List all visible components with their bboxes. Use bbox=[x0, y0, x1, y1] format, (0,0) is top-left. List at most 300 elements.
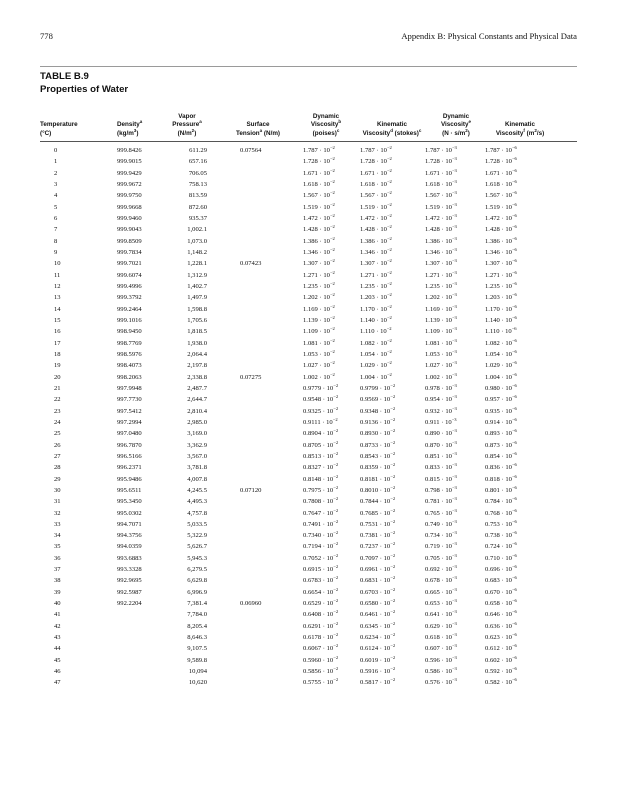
cell-vapor-pressure: 5,033.5 bbox=[187, 520, 207, 528]
cell-kinematic-viscosity-si: $0.724 \cdot 10^{-6}$ bbox=[485, 541, 517, 551]
cell-dynamic-viscosity-poises: $0.9111 \cdot 10^{-2}$ bbox=[303, 416, 338, 426]
cell-dynamic-viscosity-poises: $1.027 \cdot 10^{-2}$ bbox=[303, 360, 335, 370]
cell-temperature: 23 bbox=[54, 407, 61, 415]
table-row bbox=[0, 609, 617, 620]
cell-dynamic-viscosity-poises: $1.472 \cdot 10^{-2}$ bbox=[303, 212, 335, 222]
cell-dynamic-viscosity-si: $1.567 \cdot 10^{-3}$ bbox=[425, 190, 457, 200]
cell-vapor-pressure: 9,107.5 bbox=[187, 645, 207, 653]
cell-kinematic-viscosity-stokes: $0.6124 \cdot 10^{-2}$ bbox=[360, 643, 396, 653]
cell-kinematic-viscosity-si: $0.696 \cdot 10^{-6}$ bbox=[485, 563, 517, 574]
table-row bbox=[0, 496, 617, 507]
cell-dynamic-viscosity-poises: $0.6408 \cdot 10^{-2}$ bbox=[303, 609, 339, 619]
cell-dynamic-viscosity-poises: $0.9325 \cdot 10^{-2}$ bbox=[303, 405, 339, 415]
cell-kinematic-viscosity-stokes: $0.7097 \cdot 10^{-2}$ bbox=[360, 552, 396, 562]
cell-kinematic-viscosity-si: $1.346 \cdot 10^{-6}$ bbox=[485, 246, 517, 256]
header-vapor-line0: Vapor bbox=[178, 112, 196, 120]
cell-dynamic-viscosity-poises: $1.169 \cdot 10^{-2}$ bbox=[303, 303, 335, 313]
cell-dynamic-viscosity-si: $1.002 \cdot 10^{-3}$ bbox=[425, 371, 457, 381]
header-vapor-pressure bbox=[172, 113, 201, 139]
cell-temperature: 36 bbox=[54, 554, 61, 562]
cell-kinematic-viscosity-si: $0.935 \cdot 10^{-6}$ bbox=[485, 405, 517, 415]
cell-vapor-pressure: 3,781.8 bbox=[187, 464, 207, 472]
cell-dynamic-viscosity-si: $0.911 \cdot 10^{-3}$ bbox=[425, 416, 457, 426]
cell-density: 998.2063 bbox=[117, 373, 142, 381]
cell-kinematic-viscosity-stokes: $1.728 \cdot 10^{-2}$ bbox=[360, 156, 392, 166]
cell-density: 999.9460 bbox=[117, 214, 142, 222]
cell-vapor-pressure: 3,362.9 bbox=[187, 441, 207, 449]
table-row bbox=[0, 156, 617, 167]
cell-temperature: 13 bbox=[54, 294, 61, 302]
cell-dynamic-viscosity-si: $0.607 \cdot 10^{-3}$ bbox=[425, 643, 457, 653]
table-row bbox=[0, 338, 617, 349]
cell-kinematic-viscosity-stokes: $1.140 \cdot 10^{-2}$ bbox=[360, 314, 392, 324]
table-row bbox=[0, 145, 617, 156]
table-row bbox=[0, 564, 617, 575]
cell-dynamic-viscosity-si: $0.596 \cdot 10^{-3}$ bbox=[425, 654, 457, 664]
cell-kinematic-viscosity-stokes: $0.6234 \cdot 10^{-2}$ bbox=[360, 631, 396, 642]
cell-density: 994.7071 bbox=[117, 520, 142, 528]
cell-vapor-pressure: 872.60 bbox=[188, 203, 207, 211]
cell-density: 998.9450 bbox=[117, 328, 142, 336]
cell-dynamic-viscosity-poises: $1.346 \cdot 10^{-2}$ bbox=[303, 246, 335, 256]
header-dynamic-viscosity-poises bbox=[311, 113, 341, 139]
cell-dynamic-viscosity-poises: $0.8148 \cdot 10^{-2}$ bbox=[303, 473, 339, 483]
cell-temperature: 40 bbox=[54, 600, 61, 608]
cell-surface-tension: 0.07275 bbox=[240, 373, 262, 381]
table-row bbox=[0, 213, 617, 224]
table-row bbox=[0, 417, 617, 428]
cell-kinematic-viscosity-stokes: $1.346 \cdot 10^{-2}$ bbox=[360, 246, 392, 256]
cell-vapor-pressure: 706.05 bbox=[188, 169, 207, 177]
cell-temperature: 10 bbox=[54, 260, 61, 268]
cell-kinematic-viscosity-si: $1.671 \cdot 10^{-6}$ bbox=[485, 167, 517, 177]
header-kin-si-line2: Viscosity$^f$ $(m^2/s)$ bbox=[495, 128, 545, 138]
cell-dynamic-viscosity-poises: $0.9779 \cdot 10^{-2}$ bbox=[303, 382, 339, 392]
cell-dynamic-viscosity-poises: $0.5856 \cdot 10^{-2}$ bbox=[303, 665, 339, 676]
cell-dynamic-viscosity-poises: $1.202 \cdot 10^{-2}$ bbox=[303, 292, 335, 302]
cell-temperature: 20 bbox=[54, 373, 61, 381]
cell-vapor-pressure: 3,567.0 bbox=[187, 452, 207, 460]
cell-kinematic-viscosity-stokes: $1.787 \cdot 10^{-2}$ bbox=[360, 144, 392, 154]
cell-kinematic-viscosity-stokes: $0.9569 \cdot 10^{-2}$ bbox=[360, 394, 396, 404]
cell-density: 999.3792 bbox=[117, 294, 142, 302]
cell-vapor-pressure: 2,064.4 bbox=[187, 350, 207, 358]
cell-density: 998.4073 bbox=[117, 362, 142, 370]
cell-dynamic-viscosity-poises: $0.7975 \cdot 10^{-2}$ bbox=[303, 484, 339, 494]
cell-temperature: 27 bbox=[54, 452, 61, 460]
cell-surface-tension: 0.07564 bbox=[240, 147, 262, 154]
table-row bbox=[0, 428, 617, 439]
cell-kinematic-viscosity-si: $1.386 \cdot 10^{-6}$ bbox=[485, 235, 517, 245]
cell-dynamic-viscosity-poises: $1.081 \cdot 10^{-2}$ bbox=[303, 337, 335, 347]
cell-vapor-pressure: 4,495.3 bbox=[187, 498, 207, 506]
cell-temperature: 42 bbox=[54, 622, 61, 630]
cell-dynamic-viscosity-si: $0.678 \cdot 10^{-3}$ bbox=[425, 575, 457, 585]
cell-density: 997.5412 bbox=[117, 407, 142, 415]
table-body bbox=[0, 145, 617, 689]
cell-vapor-pressure: 8,646.3 bbox=[187, 634, 207, 642]
cell-temperature: 24 bbox=[54, 418, 61, 426]
cell-dynamic-viscosity-poises: $1.618 \cdot 10^{-2}$ bbox=[303, 178, 335, 188]
cell-dynamic-viscosity-si: $0.692 \cdot 10^{-3}$ bbox=[425, 563, 457, 574]
cell-density: 999.9015 bbox=[117, 158, 142, 166]
cell-kinematic-viscosity-si: $1.519 \cdot 10^{-6}$ bbox=[485, 201, 517, 211]
cell-temperature: 1 bbox=[54, 158, 58, 166]
cell-temperature: 25 bbox=[54, 430, 61, 438]
table-row bbox=[0, 474, 617, 485]
cell-dynamic-viscosity-poises: $1.671 \cdot 10^{-2}$ bbox=[303, 167, 335, 177]
cell-dynamic-viscosity-si: $0.890 \cdot 10^{-3}$ bbox=[425, 428, 457, 438]
cell-dynamic-viscosity-si: $0.851 \cdot 10^{-3}$ bbox=[425, 450, 457, 460]
cell-temperature: 18 bbox=[54, 350, 61, 358]
cell-kinematic-viscosity-stokes: $0.6961 \cdot 10^{-2}$ bbox=[360, 563, 396, 574]
cell-vapor-pressure: 3,169.0 bbox=[187, 430, 207, 438]
cell-vapor-pressure: 1,818.5 bbox=[187, 328, 207, 336]
cell-vapor-pressure: 1,002.1 bbox=[187, 226, 207, 234]
cell-dynamic-viscosity-si: $1.519 \cdot 10^{-3}$ bbox=[425, 201, 457, 211]
cell-dynamic-viscosity-poises: $1.428 \cdot 10^{-2}$ bbox=[303, 224, 335, 234]
table-row bbox=[0, 292, 617, 303]
cell-vapor-pressure: 6,279.5 bbox=[187, 566, 207, 574]
header-density bbox=[117, 121, 142, 139]
cell-temperature: 43 bbox=[54, 634, 61, 642]
header-dyn-poise-line1: Viscosity$^b$ bbox=[310, 119, 342, 129]
cell-density: 994.3756 bbox=[117, 532, 142, 540]
header-divider bbox=[40, 66, 577, 67]
cell-kinematic-viscosity-si: $1.307 \cdot 10^{-6}$ bbox=[485, 258, 517, 268]
cell-dynamic-viscosity-si: $0.749 \cdot 10^{-3}$ bbox=[425, 518, 457, 528]
cell-kinematic-viscosity-stokes: $0.9348 \cdot 10^{-2}$ bbox=[360, 405, 396, 415]
cell-kinematic-viscosity-stokes: $0.6019 \cdot 10^{-2}$ bbox=[360, 654, 396, 664]
cell-kinematic-viscosity-si: $1.235 \cdot 10^{-6}$ bbox=[485, 280, 517, 290]
cell-temperature: 41 bbox=[54, 611, 61, 619]
cell-kinematic-viscosity-stokes: $1.307 \cdot 10^{-2}$ bbox=[360, 258, 392, 268]
cell-kinematic-viscosity-si: $0.893 \cdot 10^{-6}$ bbox=[485, 428, 517, 438]
cell-dynamic-viscosity-si: $1.053 \cdot 10^{-3}$ bbox=[425, 348, 457, 358]
cell-dynamic-viscosity-si: $0.781 \cdot 10^{-3}$ bbox=[425, 495, 457, 506]
table-row bbox=[0, 440, 617, 451]
header-dyn-si-line0: Dynamic bbox=[442, 112, 470, 120]
cell-vapor-pressure: 2,197.8 bbox=[187, 362, 207, 370]
cell-density: 997.2994 bbox=[117, 418, 142, 426]
cell-kinematic-viscosity-stokes: $1.082 \cdot 10^{-2}$ bbox=[360, 337, 392, 347]
cell-kinematic-viscosity-si: $0.980 \cdot 10^{-6}$ bbox=[485, 382, 517, 392]
cell-dynamic-viscosity-poises: $0.6783 \cdot 10^{-2}$ bbox=[303, 575, 339, 585]
cell-dynamic-viscosity-poises: $0.6178 \cdot 10^{-2}$ bbox=[303, 631, 339, 642]
cell-vapor-pressure: 2,644.7 bbox=[187, 396, 207, 404]
cell-dynamic-viscosity-si: $0.653 \cdot 10^{-3}$ bbox=[425, 597, 457, 608]
cell-dynamic-viscosity-poises: $1.271 \cdot 10^{-2}$ bbox=[303, 269, 335, 279]
cell-kinematic-viscosity-stokes: $0.8733 \cdot 10^{-2}$ bbox=[360, 439, 396, 449]
cell-kinematic-viscosity-si: $1.728 \cdot 10^{-6}$ bbox=[485, 156, 517, 166]
cell-dynamic-viscosity-si: $0.586 \cdot 10^{-3}$ bbox=[425, 665, 457, 676]
cell-dynamic-viscosity-si: $1.618 \cdot 10^{-3}$ bbox=[425, 178, 457, 188]
table-row bbox=[0, 451, 617, 462]
cell-kinematic-viscosity-si: $1.203 \cdot 10^{-6}$ bbox=[485, 292, 517, 302]
cell-kinematic-viscosity-stokes: $0.5817 \cdot 10^{-2}$ bbox=[360, 677, 396, 687]
cell-vapor-pressure: 7,381.4 bbox=[187, 600, 207, 608]
cell-vapor-pressure: 7,784.0 bbox=[187, 611, 207, 619]
cell-kinematic-viscosity-stokes: $0.6461 \cdot 10^{-2}$ bbox=[360, 609, 396, 619]
cell-kinematic-viscosity-stokes: $0.8543 \cdot 10^{-2}$ bbox=[360, 450, 396, 460]
running-title: Appendix B: Physical Constants and Physical Data bbox=[401, 31, 577, 41]
cell-vapor-pressure: 813.59 bbox=[188, 192, 207, 200]
cell-temperature: 17 bbox=[54, 339, 61, 347]
cell-dynamic-viscosity-si: $0.870 \cdot 10^{-3}$ bbox=[425, 439, 457, 449]
cell-vapor-pressure: 4,245.5 bbox=[187, 486, 207, 494]
table-row bbox=[0, 349, 617, 360]
cell-vapor-pressure: 758.13 bbox=[188, 180, 207, 188]
cell-kinematic-viscosity-si: $0.914 \cdot 10^{-6}$ bbox=[485, 416, 517, 426]
header-density-line1: Density$^a$ bbox=[117, 119, 143, 129]
header-dyn-poise-line0: Dynamic bbox=[312, 112, 340, 120]
cell-kinematic-viscosity-stokes: $1.170 \cdot 10^{-2}$ bbox=[360, 303, 392, 313]
cell-dynamic-viscosity-si: $0.719 \cdot 10^{-3}$ bbox=[425, 541, 457, 551]
header-temperature-line1: Temperature bbox=[40, 121, 78, 129]
cell-temperature: 7 bbox=[54, 226, 58, 234]
cell-temperature: 9 bbox=[54, 248, 58, 256]
table-row bbox=[0, 202, 617, 213]
cell-density: 999.9750 bbox=[117, 192, 142, 200]
cell-temperature: 11 bbox=[54, 271, 61, 279]
cell-dynamic-viscosity-poises: $0.6654 \cdot 10^{-2}$ bbox=[303, 586, 339, 596]
cell-dynamic-viscosity-si: $1.202 \cdot 10^{-3}$ bbox=[425, 292, 457, 302]
table-title: Properties of Water bbox=[40, 84, 129, 95]
cell-vapor-pressure: 1,073.0 bbox=[187, 237, 207, 245]
table-row bbox=[0, 179, 617, 190]
cell-vapor-pressure: 1,148.2 bbox=[187, 248, 207, 256]
table-row bbox=[0, 587, 617, 598]
cell-density: 999.9043 bbox=[117, 226, 142, 234]
cell-dynamic-viscosity-si: $0.798 \cdot 10^{-3}$ bbox=[425, 484, 457, 494]
cell-dynamic-viscosity-poises: $0.7491 \cdot 10^{-2}$ bbox=[303, 518, 339, 528]
cell-dynamic-viscosity-si: $1.787 \cdot 10^{-3}$ bbox=[425, 144, 457, 154]
cell-dynamic-viscosity-si: $0.815 \cdot 10^{-3}$ bbox=[425, 473, 457, 483]
cell-kinematic-viscosity-stokes: $1.235 \cdot 10^{-2}$ bbox=[360, 280, 392, 290]
cell-density: 992.5987 bbox=[117, 588, 142, 596]
cell-vapor-pressure: 5,626.7 bbox=[187, 543, 207, 551]
cell-dynamic-viscosity-si: $0.765 \cdot 10^{-3}$ bbox=[425, 507, 457, 517]
cell-vapor-pressure: 1,497.9 bbox=[187, 294, 207, 302]
cell-kinematic-viscosity-si: $0.801 \cdot 10^{-6}$ bbox=[485, 484, 517, 494]
cell-kinematic-viscosity-si: $1.140 \cdot 10^{-6}$ bbox=[485, 314, 517, 324]
cell-density: 999.2464 bbox=[117, 305, 142, 313]
cell-dynamic-viscosity-si: $0.932 \cdot 10^{-3}$ bbox=[425, 405, 457, 415]
cell-kinematic-viscosity-si: $0.683 \cdot 10^{-6}$ bbox=[485, 575, 517, 585]
cell-vapor-pressure: 10,620 bbox=[188, 679, 207, 687]
header-surface-line1: Surface bbox=[246, 121, 270, 129]
header-kin-si-line1: Kinematic bbox=[504, 121, 536, 129]
cell-dynamic-viscosity-poises: $1.307 \cdot 10^{-2}$ bbox=[303, 258, 335, 268]
header-kinematic-viscosity-si bbox=[496, 121, 544, 139]
cell-kinematic-viscosity-si: $1.082 \cdot 10^{-6}$ bbox=[485, 337, 517, 347]
cell-dynamic-viscosity-si: $1.728 \cdot 10^{-3}$ bbox=[425, 156, 457, 166]
cell-temperature: 38 bbox=[54, 577, 61, 585]
header-density-line2: $(kg/m^3)$ bbox=[117, 128, 139, 138]
cell-vapor-pressure: 657.16 bbox=[188, 158, 207, 166]
table-row bbox=[0, 508, 617, 519]
table-row bbox=[0, 190, 617, 201]
cell-kinematic-viscosity-stokes: $1.029 \cdot 10^{-2}$ bbox=[360, 360, 392, 370]
cell-kinematic-viscosity-stokes: $1.203 \cdot 10^{-2}$ bbox=[360, 292, 392, 302]
cell-vapor-pressure: 2,985.0 bbox=[187, 418, 207, 426]
cell-temperature: 28 bbox=[54, 464, 61, 472]
table-row bbox=[0, 666, 617, 677]
cell-temperature: 45 bbox=[54, 656, 61, 664]
cell-kinematic-viscosity-stokes: $1.618 \cdot 10^{-2}$ bbox=[360, 178, 392, 188]
cell-kinematic-viscosity-si: $0.873 \cdot 10^{-6}$ bbox=[485, 439, 517, 449]
table-row bbox=[0, 281, 617, 292]
cell-vapor-pressure: 935.37 bbox=[188, 214, 207, 222]
cell-kinematic-viscosity-si: $0.612 \cdot 10^{-6}$ bbox=[485, 643, 517, 653]
header-surface-tension bbox=[236, 121, 280, 139]
table-row bbox=[0, 575, 617, 586]
cell-density: 994.0359 bbox=[117, 543, 142, 551]
cell-dynamic-viscosity-poises: $0.6291 \cdot 10^{-2}$ bbox=[303, 620, 339, 630]
cell-kinematic-viscosity-si: $0.784 \cdot 10^{-6}$ bbox=[485, 495, 517, 506]
cell-kinematic-viscosity-si: $0.836 \cdot 10^{-6}$ bbox=[485, 462, 517, 472]
cell-temperature: 26 bbox=[54, 441, 61, 449]
cell-temperature: 31 bbox=[54, 498, 61, 506]
cell-kinematic-viscosity-stokes: $0.7381 \cdot 10^{-2}$ bbox=[360, 529, 396, 540]
cell-dynamic-viscosity-si: $1.027 \cdot 10^{-3}$ bbox=[425, 360, 457, 370]
cell-vapor-pressure: 1,312.9 bbox=[187, 271, 207, 279]
cell-dynamic-viscosity-poises: $1.139 \cdot 10^{-2}$ bbox=[303, 314, 335, 324]
table-row bbox=[0, 372, 617, 383]
table-row bbox=[0, 236, 617, 247]
cell-density: 996.5166 bbox=[117, 452, 142, 460]
cell-temperature: 16 bbox=[54, 328, 61, 336]
header-temperature-line2: (°C) bbox=[40, 130, 52, 138]
cell-dynamic-viscosity-poises: $0.9548 \cdot 10^{-2}$ bbox=[303, 394, 339, 404]
cell-kinematic-viscosity-stokes: $0.7237 \cdot 10^{-2}$ bbox=[360, 541, 396, 551]
table-row bbox=[0, 519, 617, 530]
cell-dynamic-viscosity-poises: $0.7808 \cdot 10^{-2}$ bbox=[303, 495, 339, 506]
cell-surface-tension: 0.07423 bbox=[240, 260, 262, 268]
cell-density: 999.9668 bbox=[117, 203, 142, 211]
cell-dynamic-viscosity-poises: $0.7340 \cdot 10^{-2}$ bbox=[303, 529, 339, 540]
cell-kinematic-viscosity-stokes: $0.6345 \cdot 10^{-2}$ bbox=[360, 620, 396, 630]
cell-temperature: 35 bbox=[54, 543, 61, 551]
cell-kinematic-viscosity-stokes: $0.7685 \cdot 10^{-2}$ bbox=[360, 507, 396, 517]
cell-temperature: 33 bbox=[54, 520, 61, 528]
cell-dynamic-viscosity-si: $0.978 \cdot 10^{-3}$ bbox=[425, 382, 457, 392]
cell-dynamic-viscosity-si: $1.109 \cdot 10^{-3}$ bbox=[425, 326, 457, 336]
cell-density: 992.9695 bbox=[117, 577, 142, 585]
cell-dynamic-viscosity-si: $0.833 \cdot 10^{-3}$ bbox=[425, 462, 457, 472]
table-row bbox=[0, 258, 617, 269]
cell-dynamic-viscosity-poises: $0.8705 \cdot 10^{-2}$ bbox=[303, 439, 339, 449]
cell-kinematic-viscosity-si: $0.658 \cdot 10^{-6}$ bbox=[485, 597, 517, 608]
table-row bbox=[0, 541, 617, 552]
cell-dynamic-viscosity-si: $0.641 \cdot 10^{-3}$ bbox=[425, 609, 457, 619]
cell-dynamic-viscosity-poises: $0.7194 \cdot 10^{-2}$ bbox=[303, 541, 339, 551]
cell-temperature: 14 bbox=[54, 305, 61, 313]
table-label: TABLE B.9 bbox=[40, 71, 89, 82]
cell-density: 995.0302 bbox=[117, 509, 142, 517]
header-surface-line2: Tension$^a$ (N/m) bbox=[235, 128, 281, 138]
cell-density: 993.6883 bbox=[117, 554, 142, 562]
cell-dynamic-viscosity-poises: $1.109 \cdot 10^{-2}$ bbox=[303, 326, 335, 336]
cell-dynamic-viscosity-si: $1.472 \cdot 10^{-3}$ bbox=[425, 212, 457, 222]
table-row bbox=[0, 643, 617, 654]
cell-temperature: 22 bbox=[54, 396, 61, 404]
table-row bbox=[0, 553, 617, 564]
cell-density: 999.7021 bbox=[117, 260, 142, 268]
cell-density: 997.0480 bbox=[117, 430, 142, 438]
cell-dynamic-viscosity-si: $0.629 \cdot 10^{-3}$ bbox=[425, 620, 457, 630]
cell-temperature: 5 bbox=[54, 203, 58, 211]
cell-kinematic-viscosity-stokes: $0.8359 \cdot 10^{-2}$ bbox=[360, 462, 396, 472]
cell-temperature: 34 bbox=[54, 532, 61, 540]
table-row bbox=[0, 632, 617, 643]
cell-dynamic-viscosity-poises: $0.7647 \cdot 10^{-2}$ bbox=[303, 507, 339, 517]
cell-kinematic-viscosity-si: $0.957 \cdot 10^{-6}$ bbox=[485, 394, 517, 404]
table-row bbox=[0, 304, 617, 315]
cell-vapor-pressure: 5,945.3 bbox=[187, 554, 207, 562]
cell-kinematic-viscosity-stokes: $0.6580 \cdot 10^{-2}$ bbox=[360, 597, 396, 608]
cell-kinematic-viscosity-si: $0.738 \cdot 10^{-6}$ bbox=[485, 529, 517, 540]
cell-dynamic-viscosity-poises: $0.7052 \cdot 10^{-2}$ bbox=[303, 552, 339, 562]
cell-kinematic-viscosity-si: $1.428 \cdot 10^{-6}$ bbox=[485, 224, 517, 234]
cell-vapor-pressure: 1,938.0 bbox=[187, 339, 207, 347]
cell-dynamic-viscosity-poises: $0.8513 \cdot 10^{-2}$ bbox=[303, 450, 339, 460]
table-row bbox=[0, 621, 617, 632]
cell-kinematic-viscosity-stokes: $1.519 \cdot 10^{-2}$ bbox=[360, 201, 392, 211]
cell-kinematic-viscosity-si: $1.618 \cdot 10^{-6}$ bbox=[485, 178, 517, 188]
cell-dynamic-viscosity-si: $1.169 \cdot 10^{-3}$ bbox=[425, 303, 457, 313]
cell-dynamic-viscosity-poises: $0.6529 \cdot 10^{-2}$ bbox=[303, 597, 339, 608]
cell-kinematic-viscosity-stokes: $0.7844 \cdot 10^{-2}$ bbox=[360, 495, 396, 506]
cell-kinematic-viscosity-si: $0.602 \cdot 10^{-6}$ bbox=[485, 654, 517, 664]
cell-vapor-pressure: 2,338.8 bbox=[187, 373, 207, 381]
cell-kinematic-viscosity-si: $0.710 \cdot 10^{-6}$ bbox=[485, 552, 517, 562]
cell-temperature: 0 bbox=[54, 147, 58, 154]
cell-temperature: 3 bbox=[54, 180, 58, 188]
cell-density: 995.9486 bbox=[117, 475, 142, 483]
cell-vapor-pressure: 611.29 bbox=[189, 147, 207, 154]
table-row bbox=[0, 168, 617, 179]
cell-kinematic-viscosity-si: $0.768 \cdot 10^{-6}$ bbox=[485, 507, 517, 517]
cell-dynamic-viscosity-poises: $0.8327 \cdot 10^{-2}$ bbox=[303, 462, 339, 472]
column-headers bbox=[0, 103, 617, 139]
page-number: 778 bbox=[40, 31, 53, 41]
table-row bbox=[0, 394, 617, 405]
cell-kinematic-viscosity-si: $0.592 \cdot 10^{-6}$ bbox=[485, 665, 517, 676]
cell-temperature: 39 bbox=[54, 588, 61, 596]
cell-density: 996.2371 bbox=[117, 464, 142, 472]
cell-kinematic-viscosity-stokes: $1.110 \cdot 10^{-2}$ bbox=[360, 326, 392, 336]
column-header-rule bbox=[40, 141, 577, 142]
cell-vapor-pressure: 4,007.8 bbox=[187, 475, 207, 483]
table-row bbox=[0, 530, 617, 541]
cell-kinematic-viscosity-stokes: $0.8010 \cdot 10^{-2}$ bbox=[360, 484, 396, 494]
cell-density: 999.7834 bbox=[117, 248, 142, 256]
header-dynamic-viscosity-si bbox=[441, 113, 471, 139]
cell-density: 997.7730 bbox=[117, 396, 142, 404]
cell-kinematic-viscosity-si: $1.054 \cdot 10^{-6}$ bbox=[485, 348, 517, 358]
cell-density: 998.7769 bbox=[117, 339, 142, 347]
cell-kinematic-viscosity-si: $0.818 \cdot 10^{-6}$ bbox=[485, 473, 517, 483]
cell-dynamic-viscosity-si: $0.734 \cdot 10^{-3}$ bbox=[425, 529, 457, 540]
cell-temperature: 32 bbox=[54, 509, 61, 517]
cell-vapor-pressure: 4,757.8 bbox=[187, 509, 207, 517]
cell-kinematic-viscosity-si: $0.582 \cdot 10^{-6}$ bbox=[485, 677, 517, 687]
header-vapor-line2: $(N/m^2)$ bbox=[177, 128, 197, 138]
cell-vapor-pressure: 1,402.7 bbox=[187, 282, 207, 290]
table-row bbox=[0, 677, 617, 688]
cell-dynamic-viscosity-si: $1.235 \cdot 10^{-3}$ bbox=[425, 280, 457, 290]
